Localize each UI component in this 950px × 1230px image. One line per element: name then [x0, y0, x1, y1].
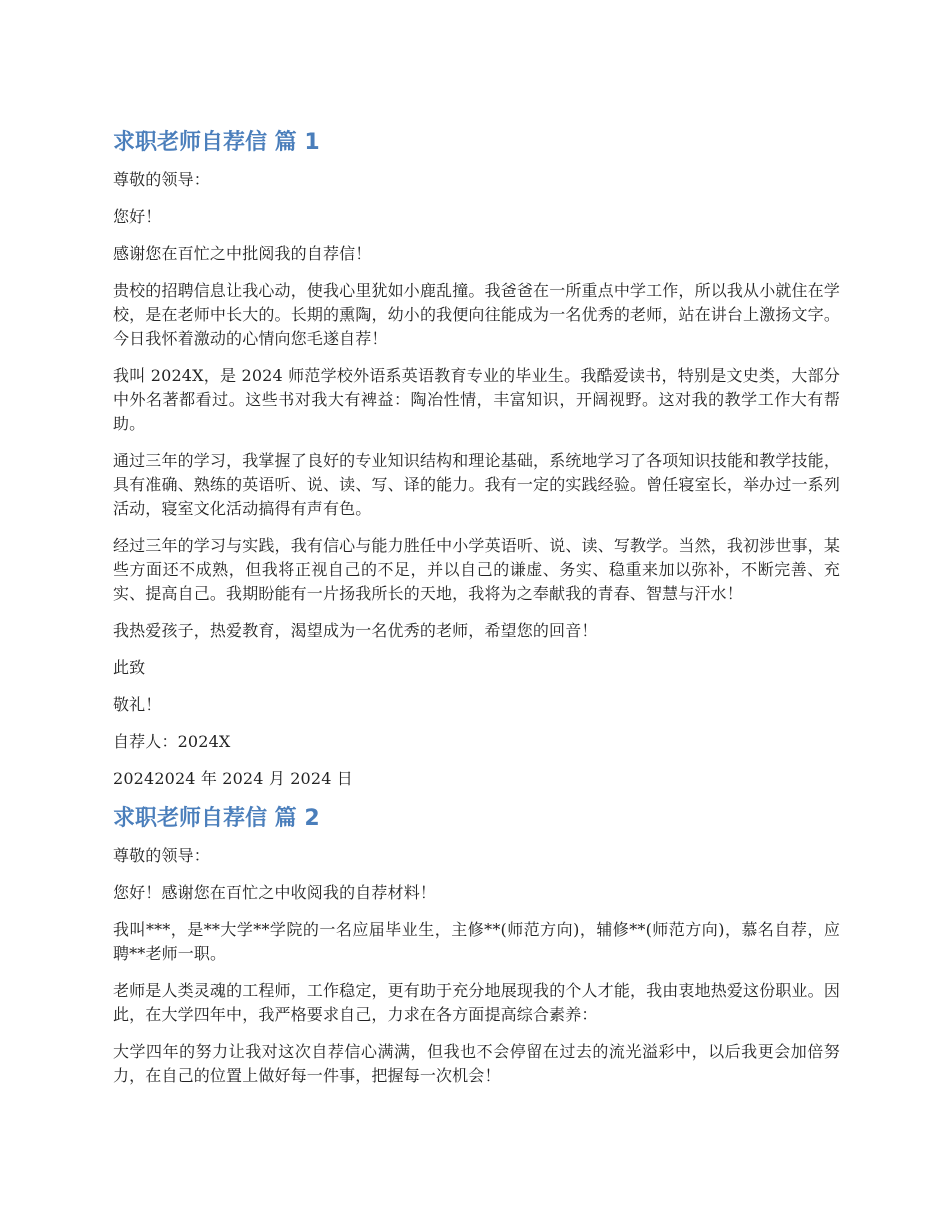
- greeting: 您好！: [113, 207, 162, 226]
- section-title: 求职老师自荐信 篇 2: [113, 806, 320, 831]
- closing-regards: 敬礼！: [113, 695, 162, 714]
- body-paragraph: 我热爱孩子，热爱教育，渴望成为一名优秀的老师，希望您的回音！: [113, 621, 598, 640]
- body-paragraph: 老师是人类灵魂的工程师，工作稳定，更有助于充分地展现我的个人才能，我由衷地热爱这份职业。因此，在大学四年中，我严格要求自己，力求在各方面提高综合素养：: [113, 981, 840, 1024]
- salutation: 尊敬的领导：: [113, 170, 210, 189]
- body-paragraph: 感谢您在百忙之中批阅我的自荐信！: [113, 244, 372, 263]
- signature: 自荐人：2024X: [113, 732, 231, 751]
- closing: 此致: [113, 658, 146, 677]
- section-2: [113, 804, 840, 1088]
- date: 20242024 年 2024 月 2024 日: [113, 769, 353, 788]
- body-paragraph: 我叫 2024X，是 2024 师范学校外语系英语教育专业的毕业生。我酷爱读书，特别是文史类，大部分中外名著都看过。这些书对我大有裨益：陶冶性情，丰富知识，开阔视野。这对我的教学工作大有帮助。: [113, 366, 840, 433]
- body-paragraph: 经过三年的学习与实践，我有信心与能力胜任中小学英语听、说、读、写教学。当然，我初涉世事，某些方面还不成熟，但我将正视自己的不足，并以自己的谦虚、务实、稳重来加以弥补，不断完善、充实、提高自己。我期盼能有一片扬我所长的天地，我将为之奉献我的青春、智慧与汗水！: [113, 536, 840, 603]
- greeting: 您好！感谢您在百忙之中收阅我的自荐材料！: [113, 883, 437, 902]
- body-paragraph: 我叫***，是**大学**学院的一名应届毕业生，主修**(师范方向)，辅修**(师范方向)，慕名自荐，应聘**老师一职。: [113, 920, 840, 963]
- body-paragraph: 通过三年的学习，我掌握了良好的专业知识结构和理论基础，系统地学习了各项知识技能和教学技能，具有准确、熟练的英语听、说、读、写、译的能力。我有一定的实践经验。曾任寝室长，举办过一系列活动，寝室文化活动搞得有声有色。: [113, 451, 840, 518]
- section-title: 求职老师自荐信 篇 1: [113, 130, 320, 155]
- body-paragraph: 大学四年的努力让我对这次自荐信心满满，但我也不会停留在过去的流光溢彩中，以后我更会加倍努力，在自己的位置上做好每一件事，把握每一次机会！: [113, 1042, 840, 1085]
- body-paragraph: 贵校的招聘信息让我心动，使我心里犹如小鹿乱撞。我爸爸在一所重点中学工作，所以我从小就住在学校，是在老师中长大的。长期的熏陶，幼小的我便向往能成为一名优秀的老师，站在讲台上激扬文字。今日我怀着激动的心情向您毛遂自荐！: [113, 281, 840, 348]
- salutation: 尊敬的领导：: [113, 846, 210, 865]
- section-1: [113, 128, 840, 791]
- document-page: [113, 128, 840, 1101]
